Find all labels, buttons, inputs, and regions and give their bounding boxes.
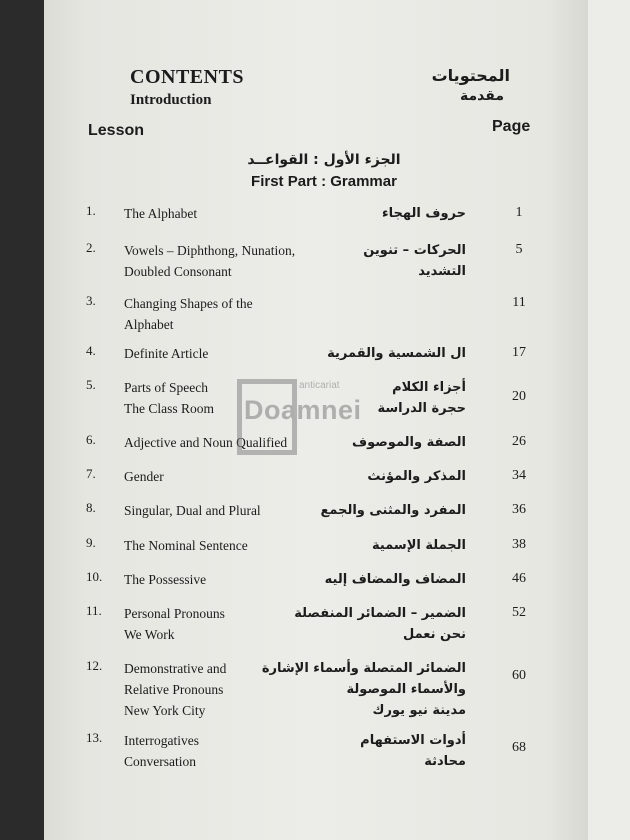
book-page — [44, 0, 588, 840]
lesson-title-en-line: Personal Pronouns — [124, 606, 225, 621]
lesson-title-en-line: Relative Pronouns — [124, 682, 224, 697]
lesson-title-en-line: Demonstrative and — [124, 661, 227, 676]
page-column-header: Page — [492, 118, 531, 135]
lesson-title-en-line: Changing Shapes of the — [124, 296, 253, 311]
lesson-title-ar — [294, 603, 466, 645]
lesson-title-ar-line: محادثة — [424, 754, 466, 769]
watermark-big-text: Doamnei — [244, 395, 362, 425]
lesson-title-ar — [382, 203, 466, 224]
part-title-ar: الجزء الأول : القواعــد — [247, 152, 401, 168]
lesson-title-ar-line: ال الشمسية والقمرية — [327, 346, 466, 361]
lesson-title-en-line: The Alphabet — [124, 206, 198, 221]
page-number: 38 — [512, 537, 526, 552]
lesson-title-en-line: Vowels – Diphthong, Nunation, — [124, 243, 296, 258]
page-number: 34 — [512, 468, 526, 483]
page-number: 20 — [512, 389, 526, 404]
lesson-title-en — [124, 343, 208, 364]
lesson-title-ar-line: حجرة الدراسة — [377, 401, 466, 416]
watermark-logo — [237, 377, 363, 457]
lesson-title-en — [124, 658, 226, 721]
lesson-number: 9. — [86, 535, 96, 550]
page-number: 5 — [515, 242, 523, 257]
lesson-title-ar — [325, 569, 466, 590]
lesson-title-ar — [360, 730, 466, 772]
lesson-title-en — [124, 500, 261, 521]
page-number: 17 — [512, 345, 526, 360]
lesson-number: 7. — [86, 466, 96, 481]
lesson-title-en — [124, 535, 248, 556]
lesson-title-en-line: The Possessive — [124, 572, 207, 587]
lesson-title-ar-line: مدينة نيو يورك — [372, 703, 466, 718]
contents-title-en: CONTENTS — [130, 66, 245, 88]
lesson-title-ar — [352, 432, 466, 453]
lesson-title-ar-line: المذكر والمؤنث — [367, 469, 466, 484]
lesson-title-ar-line: أجزاء الكلام — [392, 380, 466, 395]
lesson-title-en-line: Definite Article — [124, 346, 209, 361]
lesson-title-ar-line: المضاف والمضاف إليه — [324, 572, 466, 587]
lesson-title-ar-line: التشديد — [418, 264, 466, 279]
lesson-title-en-line: Gender — [124, 469, 164, 484]
lesson-title-en-line: Singular, Dual and Plural — [124, 503, 261, 518]
lesson-number: 5. — [86, 377, 96, 392]
lesson-title-ar-line: الحركات – تنوين — [363, 243, 466, 258]
lesson-title-en — [124, 203, 197, 224]
lesson-number: 11. — [86, 603, 102, 618]
lesson-number: 3. — [86, 293, 96, 308]
lesson-title-en — [124, 730, 199, 772]
lesson-title-ar-line: حروف الهجاء — [382, 206, 466, 221]
part-title-en: First Part : Grammar — [251, 173, 397, 190]
contents-title-ar: المحتويات — [431, 66, 510, 85]
lesson-title-en-line: The Class Room — [124, 401, 214, 416]
page-number: 36 — [512, 502, 526, 517]
lesson-number: 4. — [86, 343, 96, 358]
lesson-title-en — [124, 377, 214, 419]
lesson-title-ar-line: الضمائر المتصلة وأسماء الإشارة — [261, 661, 466, 676]
lesson-title-en — [124, 293, 253, 335]
lesson-title-en-line: Adjective and Noun Qualified — [124, 435, 288, 450]
lesson-title-ar — [372, 535, 466, 556]
page-number: 1 — [515, 205, 523, 220]
lesson-title-ar — [320, 500, 466, 521]
page-number: 68 — [512, 740, 526, 755]
lesson-number: 10. — [86, 569, 103, 584]
introduction-label-en: Introduction — [130, 92, 212, 108]
lesson-title-en-line: Conversation — [124, 754, 196, 769]
lesson-title-en-line: We Work — [124, 627, 175, 642]
page-number: 11 — [512, 295, 526, 310]
lesson-title-ar-line: الجملة الإسمية — [372, 538, 466, 553]
watermark-small-text: anticariat — [299, 380, 340, 391]
lesson-title-ar-line: أدوات الاستفهام — [360, 733, 466, 748]
lesson-title-en-line: Interrogatives — [124, 733, 199, 748]
lesson-number: 8. — [86, 500, 96, 515]
lesson-title-en-line: New York City — [124, 703, 206, 718]
lesson-number: 12. — [86, 658, 103, 673]
introduction-label-ar: مقدمة — [460, 88, 504, 104]
lesson-number: 1. — [86, 203, 96, 218]
lesson-title-ar — [378, 377, 466, 419]
lesson-title-ar — [367, 466, 466, 487]
lesson-title-ar — [363, 240, 466, 282]
lesson-title-ar — [262, 658, 466, 721]
page-edge — [588, 0, 630, 840]
lesson-title-ar-line: نحن نعمل — [402, 627, 466, 642]
lesson-title-en — [124, 569, 206, 590]
page-number: 26 — [512, 434, 526, 449]
lesson-title-en — [124, 466, 164, 487]
page-number: 52 — [512, 605, 526, 620]
lesson-title-en-line: Alphabet — [124, 317, 174, 332]
lesson-title-ar-line: المفرد والمثنى والجمع — [320, 503, 466, 518]
lesson-number: 2. — [86, 240, 96, 255]
lesson-title-en — [124, 240, 295, 282]
lesson-title-en-line: Doubled Consonant — [124, 264, 232, 279]
page-number: 46 — [512, 571, 526, 586]
lesson-title-ar — [327, 343, 466, 364]
lesson-number: 13. — [86, 730, 103, 745]
lesson-title-en — [124, 603, 225, 645]
lesson-title-en-line: The Nominal Sentence — [124, 538, 248, 553]
page-number: 60 — [512, 668, 526, 683]
lesson-number: 6. — [86, 432, 96, 447]
lesson-title-ar-line: والأسماء الموصولة — [346, 682, 466, 697]
lesson-column-header: Lesson — [88, 122, 145, 139]
lesson-title-en-line: Parts of Speech — [124, 380, 208, 395]
lesson-title-ar-line: الضمير – الضمائر المنفصلة — [294, 606, 466, 621]
lesson-title-ar-line: الصفة والموصوف — [351, 435, 466, 450]
